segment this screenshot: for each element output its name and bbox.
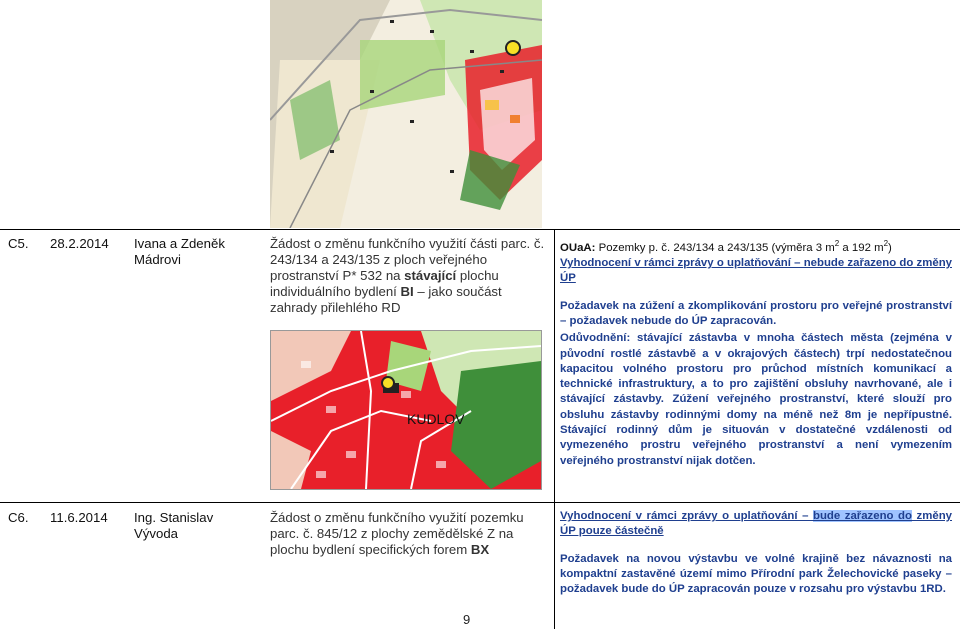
row-applicant: Ing. Stanislav Vývoda [134,510,214,541]
column-divider [554,229,555,629]
row-response [560,509,952,597]
location-marker-icon [505,40,521,56]
demand-text: Požadavek na novou výstavbu ve volné krajině bez návaznosti na kompaktní zastavěné území mimo Přírodní park Želechovické paseky – požadavek bude do ÚP zapracován pouze v rozsahu pro výstavbu 1RD. [560,552,952,596]
kudlov-map-image [270,330,542,490]
row-response [560,236,952,469]
row-request: Žádost o změnu funkčního využití části parc. č. 243/134 a 243/135 z ploch veřejného prostranství P* 532 na stávající plochu individuálního bydlení BI – jako součást zahrady přilehlého RD [270,236,545,315]
row-divider [0,502,960,503]
row-code: C5. [8,236,29,251]
map-label-kudlov: KUDLOV [407,411,465,427]
response-header: OUaA: Pozemky p. č. 243/134 a 243/135 (výměra 3 $m^2$ a 192 $m^2$) [560,239,892,254]
row-request: Žádost o změnu funkčního využití pozemku parc. č. 845/12 z plochy zemědělské Z na plochu bydlení specifických forem BX [270,510,524,557]
top-map-image [270,0,542,228]
page-number: 9 [463,612,471,627]
evaluation-link[interactable]: Vyhodnocení v rámci zprávy o uplatňování – nebude zařazeno do změny ÚP [560,257,952,285]
evaluation-link[interactable]: Vyhodnocení v rámci zprávy o uplatňování – bude zařazeno do změny ÚP pouze částečně [560,510,952,538]
location-marker-icon [381,376,395,390]
reason-text: Odůvodnění: stávající zástavba v mnoha částech města (zejména v původní rostlé zástavbě a v okrajových částech) trpí nedostatečnou kapacitou volného prostoru pro průchod místních komunikací a technické infrastruktury, a to pro zajištění obsluhy navrhované, ale i stávající zástavby. Zúžení veřejného prostranství, které slouží pro obsluhu zástavby rodinnými domy na méně než 8m je nepřípustné. Stávající rodinný dům je situován v dostatečné vzdálenosti od vymezeného prostru veřejného prostranství a není vymezením veřejného prostranství nijak dotčen. [560,332,952,467]
row-date: 28.2.2014 [50,236,109,251]
row-date: 11.6.2014 [50,510,108,525]
demand-text: Požadavek na zúžení a zkomplikování prostoru pro veřejné prostranství – požadavek nebude do ÚP zapracován. [560,299,952,327]
row-code: C6. [8,510,29,525]
row-applicant: Ivana a Zdeněk Mádrovi [134,236,225,267]
row-divider-top [0,229,960,230]
